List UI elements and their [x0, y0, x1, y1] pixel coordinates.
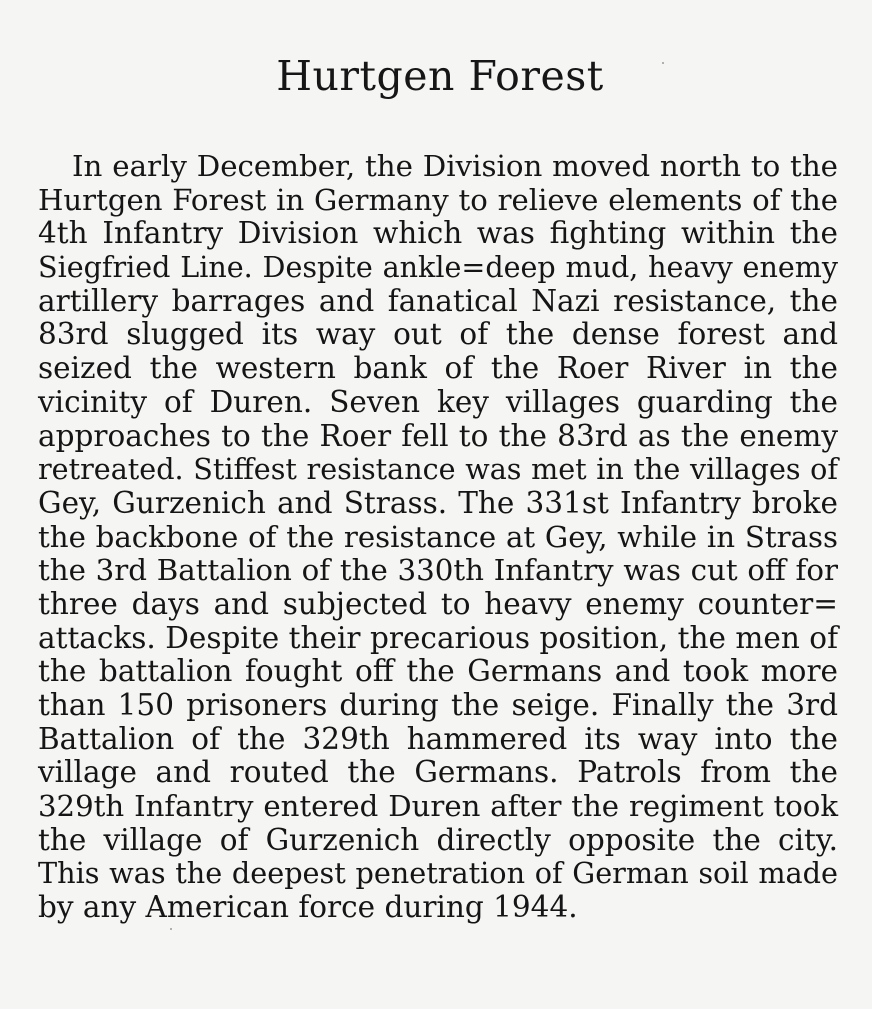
- text-line: Gey, Gurzenich and Strass. The 331st Infantry broke: [38, 485, 838, 520]
- text-line: 329th Infantry entered Duren after the regiment took: [38, 789, 838, 824]
- text-line: Hurtgen Forest in Germany to relieve elements of the: [38, 182, 838, 217]
- text-line: seized the western bank of the Roer River in the: [38, 351, 838, 386]
- text-line: This was the deepest penetration of German soil made: [38, 856, 838, 891]
- text-line: the village of Gurzenich directly opposite the city.: [38, 822, 838, 857]
- text-line: 83rd slugged its way out of the dense forest and: [38, 317, 838, 352]
- text-line: approaches to the Roer fell to the 83rd as the enemy: [38, 418, 838, 453]
- text-line: 4th Infantry Division which was fighting within the: [38, 216, 838, 251]
- text-line: In early December, the Division moved north to the: [72, 149, 838, 183]
- text-line: the battalion fought off the Germans and took more: [38, 654, 838, 689]
- print-speck: [170, 928, 172, 930]
- text-line: village and routed the Germans. Patrols from the: [38, 755, 838, 790]
- text-line: vicinity of Duren. Seven key villages guarding the: [38, 384, 838, 419]
- text-line: by any American force during 1944.: [38, 890, 578, 925]
- text-line: artillery barrages and fanatical Nazi resistance, the: [38, 283, 838, 318]
- text-line: Battalion of the 329th hammered its way into the: [38, 721, 838, 756]
- text-line: Siegfried Line. Despite ankle=deep mud, heavy enemy: [38, 250, 838, 285]
- page-title: Hurtgen Forest: [276, 52, 604, 100]
- body-paragraph: [38, 150, 838, 925]
- text-line: three days and subjected to heavy enemy counter=: [38, 586, 838, 621]
- text-line: retreated. Stiffest resistance was met in the villages of: [38, 452, 838, 487]
- text-line: the 3rd Battalion of the 330th Infantry was cut off for: [38, 553, 838, 588]
- text-line: the backbone of the resistance at Gey, while in Strass: [38, 519, 838, 554]
- text-line: attacks. Despite their precarious position, the men of: [38, 620, 838, 655]
- text-line: than 150 prisoners during the seige. Finally the 3rd: [38, 688, 838, 722]
